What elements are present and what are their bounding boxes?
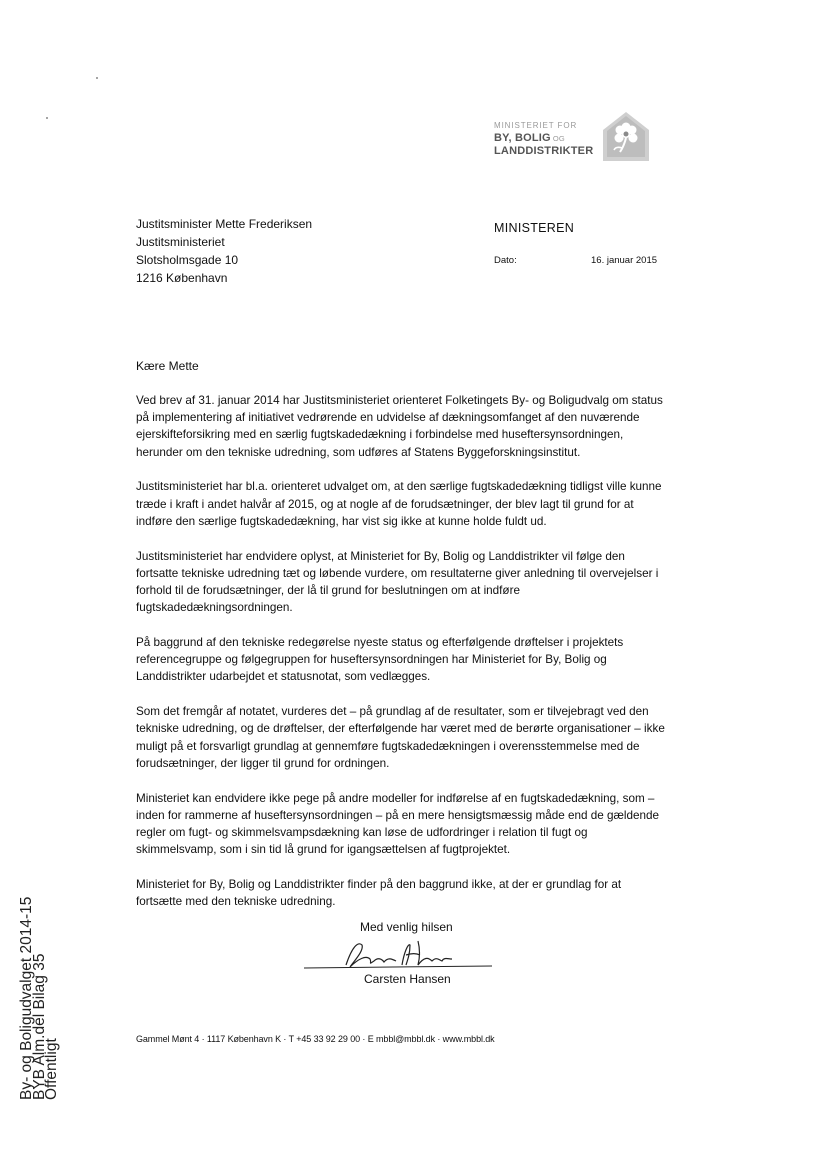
recipient-address <box>136 215 312 287</box>
text-line: fortsatte tekniske udredning tæt og løbende vurdere, om resultaterne giver anledning til overvejelser i <box>136 566 659 580</box>
text-line: På baggrund af den tekniske redegørelse nyeste status og efterfølgende drøftelser i projektets <box>136 636 624 650</box>
signer-name: Carsten Hansen <box>364 972 451 986</box>
logo-line-2 <box>494 133 593 144</box>
text-line: Landdistrikter udarbejdet et statusnotat, som vedlægges. <box>136 670 431 684</box>
text-line: på implementering af initiativet vedrørende en udvidelse af dækningsomfanget af den nuværende <box>136 411 640 425</box>
paragraph <box>136 392 696 461</box>
recipient-name: Justitsminister Mette Frederiksen <box>136 217 313 231</box>
text-line: Justitsministeriet har endvidere oplyst, at Ministeriet for By, Bolig og Landdistrikter vil følge den <box>136 549 625 563</box>
house-flower-icon <box>602 110 650 162</box>
scan-speck <box>46 117 48 119</box>
text-line: Som det fremgår af notatet, vurderes det – på grundlag af de resultater, som er tilvejebragt ved den <box>136 705 649 719</box>
text-line: fugtskadedækningsordningen. <box>136 601 293 615</box>
date-value: 16. januar 2015 <box>591 255 658 266</box>
logo-line-2-text: BY, BOLIG <box>494 132 551 144</box>
registration-stamp <box>18 896 60 1100</box>
text-line: fortsætte med den tekniske udredning. <box>136 895 336 909</box>
scan-speck <box>96 77 98 79</box>
sender-heading: MINISTEREN <box>494 221 575 235</box>
text-line: inden for rammerne af huseftersynsordningen – på en mere hensigtsmæssig måde end de gældende <box>136 808 659 822</box>
stamp-line-3: Offentligt <box>43 1038 60 1100</box>
salutation: Kære Mette <box>136 359 199 373</box>
text-line: ejerskifteforsikring med en særlig fugtskadedækning i forbindelse med huseftersynsordningen, <box>136 428 624 442</box>
text-line: Ministeriet for By, Bolig og Landdistrikter finder på den baggrund ikke, at der er grundlag for at <box>136 878 622 892</box>
stamp-line-1: By- og Boligudvalget 2014-15 <box>18 896 35 1100</box>
text-line: Ved brev af 31. januar 2014 har Justitsministeriet orienteret Folketingets By- og Boligudvalg om status <box>136 394 663 407</box>
text-line: Ministeriet kan endvidere ikke pege på andre modeller for indførelse af en fugtskadedækning, som – <box>136 791 655 805</box>
handwritten-signature <box>292 935 496 975</box>
logo-text <box>494 122 593 157</box>
text-line: tekniske udredning, og de drøftelser, der efterfølgende har været med de berørte organisationer – ikke <box>136 722 665 736</box>
text-line: referencegruppe og følgegruppen for huseftersynsordningen har Ministeriet for By, Bolig og <box>136 653 607 667</box>
paragraph <box>136 634 696 686</box>
footer-contact: Gammel Mønt 4 · 1117 København K · T +45 33 92 29 00 · E mbbl@mbbl.dk · www.mbbl.dk <box>136 1034 495 1044</box>
closing-phrase: Med venlig hilsen <box>360 920 453 934</box>
text-line: herunder om den tekniske udredning, som udføres af Statens Byggeforskningsinstitut. <box>136 445 581 459</box>
paragraph <box>136 876 696 910</box>
logo-og: OG <box>552 134 565 143</box>
recipient-city: 1216 København <box>136 271 228 285</box>
paragraph <box>136 790 696 859</box>
date-label: Dato: <box>494 255 517 266</box>
paragraph <box>136 548 696 617</box>
text-line: muligt på et forsvarligt grundlag at gennemføre fugtskadedækningen i overensstemmelse med de <box>136 739 640 753</box>
logo-line-1: MINISTERIET FOR <box>494 121 578 130</box>
recipient-organisation: Justitsministeriet <box>136 235 225 249</box>
text-line: forhold til de forudsætninger, der lå til grund for beslutningen om at indføre <box>136 584 520 598</box>
text-line: regler om fugt- og skimmelsvampsdækning kan løse de udfordringer i relation til fugt og <box>136 826 588 840</box>
stamp-line-2: BYB Alm.del Bilag 35 <box>30 953 48 1100</box>
text-line: indføre den særlige fugtskadedækning, har vist sig ikke at kunne holde fuldt ud. <box>136 514 547 528</box>
text-line: skimmelsvamp, som i sin tid lå grund for igangsættelsen af fugtprojektet. <box>136 843 511 857</box>
letter-body <box>136 392 696 928</box>
text-line: træde i kraft i andet halvår af 2015, og at nogle af de forudsætninger, der blev lagt til grund for at <box>136 497 634 511</box>
paragraph <box>136 703 696 772</box>
paragraph <box>136 478 696 530</box>
text-line: Justitsministeriet har bl.a. orienteret udvalget om, at den særlige fugtskadedækning tidligst ville kunne <box>136 480 662 494</box>
logo-line-3: LANDDISTRIKTER <box>494 145 594 157</box>
text-line: forudsætninger, der ligger til grund for ordningen. <box>136 756 390 770</box>
recipient-street: Slotsholmsgade 10 <box>136 253 239 267</box>
ministry-logo <box>494 110 654 162</box>
